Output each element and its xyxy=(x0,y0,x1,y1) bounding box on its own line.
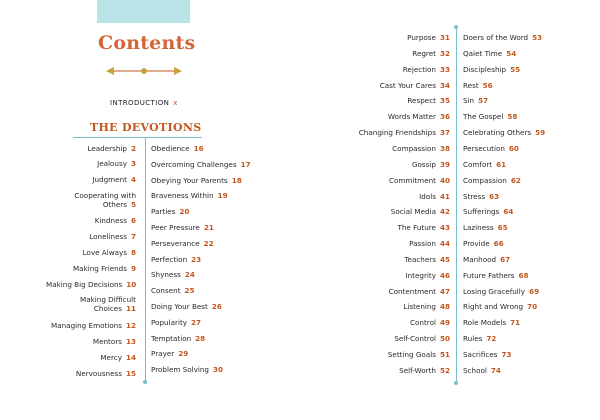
toc-entry-title: Obeying Your Parents xyxy=(151,175,228,185)
toc-entry-page: 71 xyxy=(510,318,521,328)
toc-entry-page: 68 xyxy=(518,270,529,280)
toc-entry-page: 69 xyxy=(529,286,540,296)
toc-entry-title: Celebrating Others xyxy=(463,128,532,138)
toc-entry[interactable] xyxy=(151,366,271,375)
toc-entry-title: Leadership xyxy=(87,144,127,153)
toc-entry[interactable] xyxy=(151,287,271,296)
toc-entry[interactable] xyxy=(330,193,450,202)
toc-entry-title: Self-Control xyxy=(394,334,436,344)
toc-entry-title: The Gospel xyxy=(463,112,504,122)
toc-entry-title: Rules xyxy=(463,334,483,344)
toc-entry-title: Kindness xyxy=(94,216,127,225)
toc-entry[interactable] xyxy=(330,97,450,106)
toc-entry[interactable] xyxy=(330,161,450,170)
toc-entry[interactable] xyxy=(46,233,136,242)
toc-entry-page: 18 xyxy=(231,175,242,185)
toc-entry-page: 58 xyxy=(507,112,518,122)
toc-entry[interactable] xyxy=(463,208,513,217)
toc-entry-title: Respect xyxy=(407,96,436,106)
toc-entry[interactable] xyxy=(46,145,136,154)
toc-entry[interactable] xyxy=(463,34,542,43)
toc-entry[interactable] xyxy=(46,370,136,379)
toc-entry-title: Sufferings xyxy=(463,207,500,217)
toc-entry-page: 17 xyxy=(240,159,251,169)
toc-entry-page: 64 xyxy=(503,207,514,217)
toc-entry-page: 74 xyxy=(490,365,501,375)
toc-entry[interactable] xyxy=(463,145,519,154)
toc-entry[interactable] xyxy=(463,303,537,312)
toc-entry[interactable] xyxy=(330,34,450,43)
toc-entry-page: 12 xyxy=(125,321,136,330)
toc-entry-page: 22 xyxy=(203,238,214,248)
toc-entry[interactable] xyxy=(46,338,136,347)
toc-entry-page: 21 xyxy=(203,223,214,232)
toc-entry-page: 60 xyxy=(508,143,519,153)
toc-entry[interactable] xyxy=(46,217,136,226)
toc-entry-page: 48 xyxy=(439,302,450,312)
toc-entry-page: 8 xyxy=(130,248,136,257)
toc-entry[interactable] xyxy=(151,271,271,280)
toc-entry-page: 61 xyxy=(496,159,507,169)
toc-entry-title: Role Models xyxy=(463,318,507,328)
toc-entry[interactable] xyxy=(463,129,545,138)
toc-entry-title: Others xyxy=(102,199,127,209)
toc-entry-page: 23 xyxy=(191,254,202,264)
toc-entry-page: 16 xyxy=(193,144,204,153)
toc-entry-title: Rest xyxy=(463,80,479,90)
toc-entry[interactable] xyxy=(151,192,271,201)
toc-entry-page: 52 xyxy=(439,365,450,375)
toc-entry[interactable] xyxy=(330,240,450,249)
toc-entry-page: 30 xyxy=(213,365,224,375)
toc-entry[interactable] xyxy=(46,192,136,209)
toc-entry[interactable] xyxy=(330,66,450,75)
toc-entry-page: 27 xyxy=(191,317,202,327)
toc-entry-title: Listening xyxy=(403,302,436,312)
toc-entry[interactable] xyxy=(330,177,450,186)
toc-entry[interactable] xyxy=(463,240,504,249)
toc-entry-title: Cast Your Cares xyxy=(379,80,436,90)
toc-entry[interactable] xyxy=(330,145,450,154)
toc-entry-title: Jealousy xyxy=(97,159,127,168)
toc-entry-title: Manhood xyxy=(463,254,497,264)
toc-entry-title: Purpose xyxy=(407,33,436,42)
toc-entry-title: Persecution xyxy=(463,143,505,153)
toc-entry-title: Judgment xyxy=(92,175,127,184)
divider-end-dot xyxy=(454,25,458,29)
toc-entry[interactable] xyxy=(330,129,450,138)
toc-entry-title: Love Always xyxy=(82,248,127,257)
toc-entry[interactable] xyxy=(463,97,488,106)
toc-entry-page: 5 xyxy=(130,199,136,209)
toc-entry[interactable] xyxy=(151,240,271,249)
toc-entry-title: Braveness Within xyxy=(151,191,214,201)
introduction-label: INTRODUCTION xyxy=(110,99,170,107)
toc-entry[interactable] xyxy=(330,113,450,122)
toc-entry-title: Future Fathers xyxy=(463,270,515,280)
toc-entry-page: 13 xyxy=(125,337,136,346)
toc-entry-page: 29 xyxy=(178,349,189,359)
toc-entry-title: Compassion xyxy=(392,143,436,153)
toc-entry-title: Parties xyxy=(151,207,176,217)
toc-entry[interactable] xyxy=(330,82,450,91)
toc-entry-page: 62 xyxy=(510,175,521,185)
toc-entry-title: Qaiet Time xyxy=(463,48,503,58)
toc-entry-page: 15 xyxy=(125,369,136,378)
toc-entry[interactable] xyxy=(46,249,136,258)
toc-entry-title: Setting Goals xyxy=(387,350,436,359)
toc-entry[interactable] xyxy=(463,272,529,281)
toc-entry-title: School xyxy=(463,365,487,375)
toc-entry-page: 4 xyxy=(130,175,136,184)
toc-entry[interactable] xyxy=(46,281,136,290)
toc-entry[interactable] xyxy=(463,367,501,376)
toc-entry-page: 10 xyxy=(126,280,137,289)
divider-end-dot xyxy=(143,380,147,384)
toc-entry-title: Perfection xyxy=(151,254,188,264)
toc-entry-page: 7 xyxy=(130,232,136,241)
toc-entry-title: Regret xyxy=(412,48,436,58)
toc-entry-page: 56 xyxy=(482,80,493,90)
toc-entry-page: 66 xyxy=(493,239,504,249)
arrow-ornament-icon xyxy=(106,64,182,78)
introduction-entry[interactable] xyxy=(110,99,178,107)
toc-entry-title: Doers of the Word xyxy=(463,33,529,42)
toc-entry-title: Managing Emotions xyxy=(51,321,122,330)
toc-entry-title: Commitment xyxy=(388,175,436,185)
toc-entry[interactable] xyxy=(46,160,136,169)
toc-entry[interactable] xyxy=(330,272,450,281)
toc-entry-page: 9 xyxy=(130,264,136,273)
section-title: THE DEVOTIONS xyxy=(90,121,202,134)
toc-entry-title: Contentment xyxy=(388,286,436,296)
toc-entry-title: Gossip xyxy=(411,159,436,169)
toc-entry[interactable] xyxy=(151,224,271,233)
toc-entry-title: Perseverance xyxy=(151,238,200,248)
toc-entry[interactable] xyxy=(151,303,271,312)
toc-entry-page: 33 xyxy=(439,64,450,74)
toc-entry-title: Sin xyxy=(463,96,475,106)
toc-entry-page: 47 xyxy=(439,286,450,296)
toc-entry-page: 67 xyxy=(500,254,511,264)
toc-entry-page: 3 xyxy=(130,159,136,168)
toc-entry-page: 38 xyxy=(439,143,450,153)
toc-entry-title: Laziness xyxy=(463,223,494,233)
toc-entry-title: Stress xyxy=(463,191,486,201)
page-tab xyxy=(97,0,190,23)
toc-entry-page: 26 xyxy=(211,302,222,311)
toc-entry-page: 42 xyxy=(439,207,450,217)
toc-entry-title: Words Matter xyxy=(387,112,436,122)
toc-entry[interactable] xyxy=(330,256,450,265)
toc-entry-page: 36 xyxy=(439,112,450,122)
toc-entry[interactable] xyxy=(463,161,506,170)
toc-entry[interactable] xyxy=(330,335,450,344)
toc-entry-title: Passion xyxy=(409,239,436,249)
toc-entry-title: Nervousness xyxy=(75,369,122,378)
toc-entry[interactable] xyxy=(330,50,450,59)
toc-entry[interactable] xyxy=(151,319,271,328)
toc-entry-title: Right and Wrong xyxy=(463,302,524,312)
toc-entry[interactable] xyxy=(330,351,450,360)
toc-entry-title: Popularity xyxy=(151,317,188,327)
toc-entry[interactable] xyxy=(330,319,450,328)
toc-entry-title: Cooperating with xyxy=(74,191,136,200)
toc-entry-page: 55 xyxy=(510,64,521,74)
toc-entry[interactable] xyxy=(46,176,136,185)
toc-entry[interactable] xyxy=(463,335,496,344)
toc-entry[interactable] xyxy=(463,50,516,59)
section-divider xyxy=(73,137,202,138)
toc-entry-title: Temptation xyxy=(151,333,192,343)
toc-entry-page: 65 xyxy=(497,223,508,233)
toc-entry-page: 51 xyxy=(439,350,450,359)
toc-entry-title: Making Big Decisions xyxy=(46,280,123,289)
page-title: Contents xyxy=(98,32,196,54)
toc-entry-title: Teachers xyxy=(404,254,436,264)
toc-entry[interactable] xyxy=(463,351,512,360)
toc-entry-page: 32 xyxy=(439,48,450,58)
toc-entry-page: 54 xyxy=(506,48,517,58)
toc-entry-page: 39 xyxy=(439,159,450,169)
toc-entry-page: 11 xyxy=(125,303,136,313)
column-divider-left xyxy=(145,137,146,382)
toc-entry-title: Obedience xyxy=(151,144,190,153)
toc-entry-title: Integrity xyxy=(405,270,436,280)
toc-entry-page: 40 xyxy=(439,175,450,185)
toc-entry[interactable] xyxy=(463,66,520,75)
toc-entry-title: Provide xyxy=(463,239,490,249)
toc-entry-title: Rejection xyxy=(402,64,436,74)
toc-entry[interactable] xyxy=(463,224,508,233)
toc-entry-title: Idols xyxy=(419,191,436,201)
toc-entry-title: Comfort xyxy=(463,159,493,169)
toc-entry-page: 49 xyxy=(439,318,450,328)
divider-end-dot xyxy=(454,381,458,385)
toc-entry[interactable] xyxy=(151,177,271,186)
toc-entry[interactable] xyxy=(151,145,271,154)
introduction-page: x xyxy=(173,99,178,107)
toc-entry-page: 28 xyxy=(195,333,206,343)
toc-entry-title: Social Media xyxy=(390,207,436,217)
toc-entry-title: The Future xyxy=(397,223,436,233)
toc-entry[interactable] xyxy=(151,335,271,344)
toc-entry[interactable] xyxy=(330,288,450,297)
toc-entry-page: 24 xyxy=(184,270,195,280)
toc-entry[interactable] xyxy=(463,113,517,122)
toc-entry-page: 14 xyxy=(125,353,136,362)
toc-entry[interactable] xyxy=(463,82,493,91)
toc-entry-page: 50 xyxy=(439,334,450,344)
toc-entry-page: 57 xyxy=(478,96,489,106)
toc-entry-page: 53 xyxy=(532,33,543,42)
toc-entry-page: 43 xyxy=(439,223,450,233)
toc-entry-title: Control xyxy=(410,318,436,328)
toc-entry[interactable] xyxy=(46,354,136,363)
toc-entry[interactable] xyxy=(463,319,520,328)
toc-entry[interactable] xyxy=(463,288,539,297)
toc-entry[interactable] xyxy=(463,193,499,202)
toc-entry-page: 31 xyxy=(439,33,450,42)
toc-entry-title: Mercy xyxy=(100,353,122,362)
toc-entry-page: 63 xyxy=(489,191,500,201)
toc-entry-page: 25 xyxy=(184,286,195,296)
toc-entry[interactable] xyxy=(151,350,271,359)
toc-entry[interactable] xyxy=(330,303,450,312)
toc-entry[interactable] xyxy=(151,208,271,217)
toc-entry-page: 45 xyxy=(439,254,450,264)
toc-entry-page: 2 xyxy=(130,144,136,153)
toc-entry-title: Shyness xyxy=(151,270,181,280)
toc-entry-page: 70 xyxy=(527,302,538,312)
toc-entry-title: Consent xyxy=(151,286,181,296)
toc-entry-page: 46 xyxy=(439,270,450,280)
toc-entry-title: Peer Pressure xyxy=(151,223,200,232)
toc-entry-title: Problem Solving xyxy=(151,365,209,375)
toc-entry[interactable] xyxy=(151,256,271,265)
toc-entry-title: Compassion xyxy=(463,175,507,185)
toc-entry-page: 73 xyxy=(501,350,512,359)
toc-entry[interactable] xyxy=(330,208,450,217)
toc-entry[interactable] xyxy=(330,224,450,233)
toc-entry-page: 35 xyxy=(439,96,450,106)
toc-entry-page: 19 xyxy=(217,191,228,201)
toc-entry-page: 72 xyxy=(486,334,497,344)
toc-entry-page: 59 xyxy=(535,128,546,138)
toc-entry-page: 34 xyxy=(439,80,450,90)
toc-entry-title: Prayer xyxy=(151,349,175,359)
toc-entry-title: Choices xyxy=(93,303,122,313)
toc-entry-page: 41 xyxy=(439,191,450,201)
column-divider-right xyxy=(456,27,457,383)
toc-entry-page: 20 xyxy=(179,207,190,217)
toc-entry-title: Doing Your Best xyxy=(151,302,208,311)
toc-entry[interactable] xyxy=(330,367,450,376)
toc-entry-title: Loneliness xyxy=(89,232,127,241)
toc-entry-title: Making Difficult xyxy=(80,295,136,304)
toc-entry-title: Overcoming Challenges xyxy=(151,159,237,169)
toc-entry-title: Discipleship xyxy=(463,64,507,74)
toc-entry[interactable] xyxy=(46,265,136,274)
toc-entry-title: Losing Gracefully xyxy=(463,286,526,296)
toc-entry[interactable] xyxy=(463,256,510,265)
toc-entry-page: 44 xyxy=(439,239,450,249)
toc-entry-title: Sacrifices xyxy=(463,350,498,359)
toc-entry[interactable] xyxy=(151,161,271,170)
toc-entry[interactable] xyxy=(46,296,136,313)
toc-entry-title: Mentors xyxy=(92,337,122,346)
toc-entry[interactable] xyxy=(463,177,521,186)
toc-entry-title: Self-Worth xyxy=(399,365,436,375)
toc-entry-title: Making Friends xyxy=(72,264,127,273)
toc-entry-page: 6 xyxy=(130,216,136,225)
toc-entry-title: Changing Friendships xyxy=(358,128,436,138)
toc-entry[interactable] xyxy=(46,322,136,331)
toc-entry-page: 37 xyxy=(439,128,450,138)
